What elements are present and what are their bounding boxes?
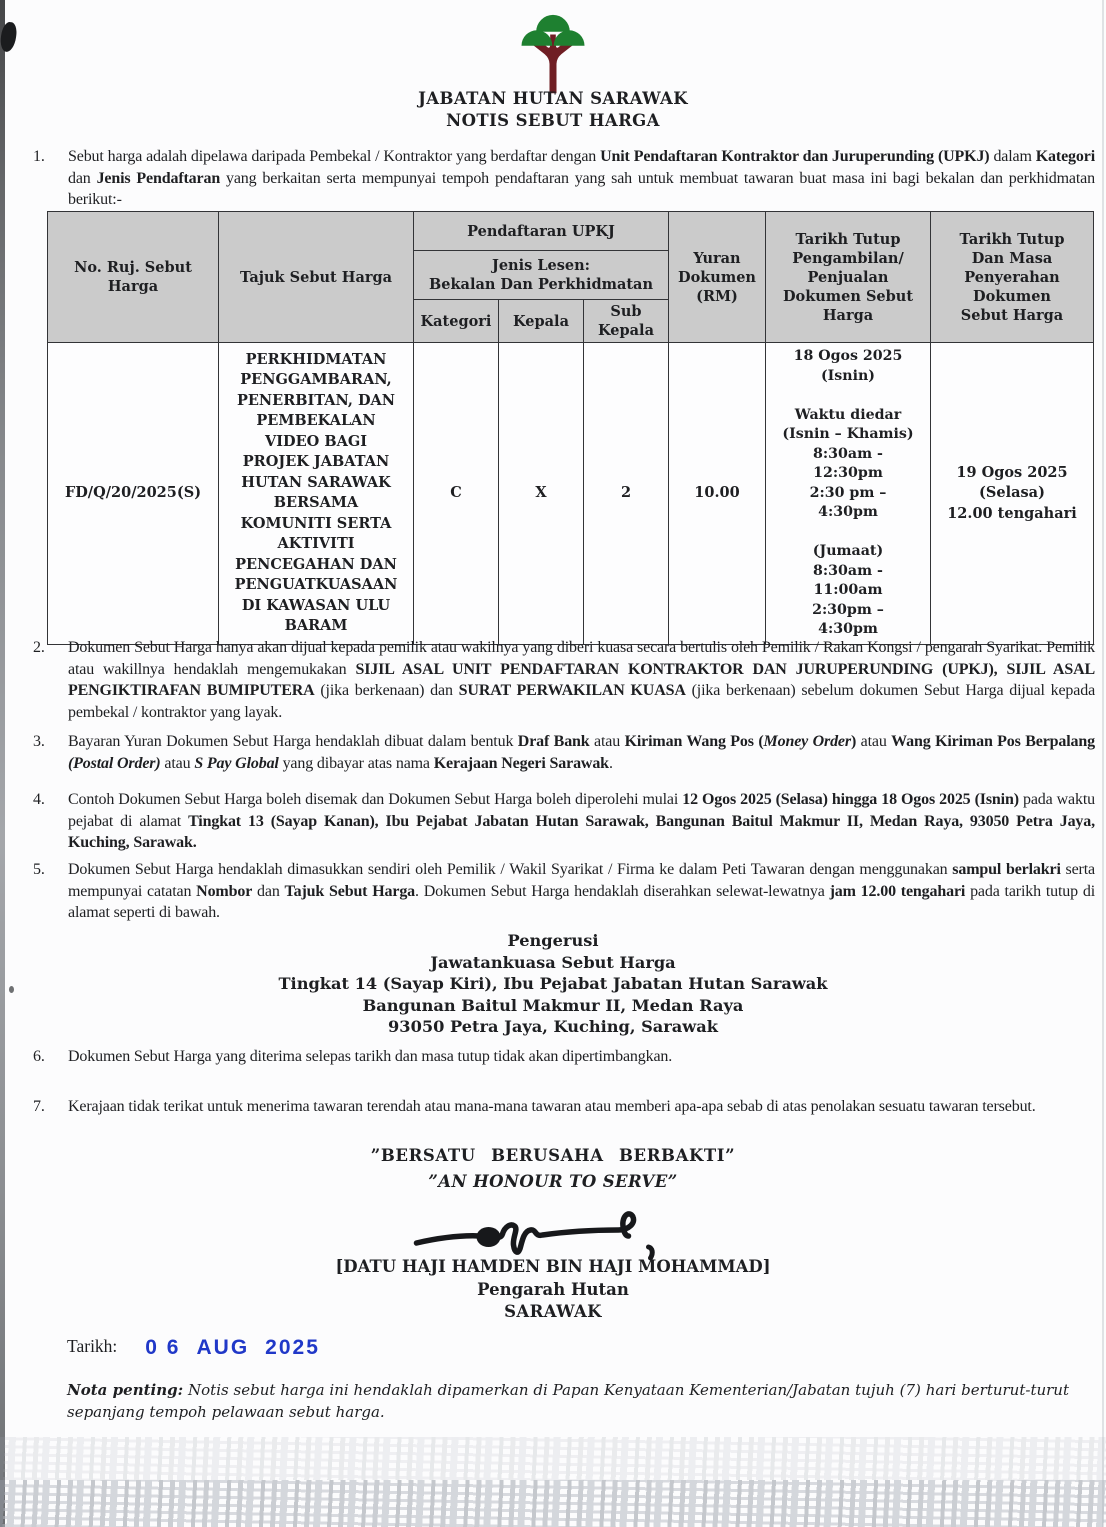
paragraph-7 xyxy=(33,1096,1095,1118)
header-title: Tajuk Sebut Harga xyxy=(219,212,414,343)
date-label: Tarikh: xyxy=(67,1336,118,1356)
cell-ref-no: FD/Q/20/2025(S) xyxy=(48,343,219,645)
date-stamp-day: 0 6 xyxy=(145,1336,181,1359)
paragraph-5-text: Dokumen Sebut Harga hendaklah dimasukkan sendiri oleh Pemilik / Wakil Syarikat / Firma ke dalam Peti Tawaran dengan menggunakan sampul berlakri serta mempunyai catatan Nombor dan Tajuk Sebut Harga. Dokumen Sebut Harga hendaklah diserahkan selewat-lewatnya jam 12.00 tengahari pada tarikh tutup di alamat seperti di bawah. xyxy=(68,861,1095,921)
paragraph-4 xyxy=(33,789,1095,854)
header-ref-no: No. Ruj. Sebut Harga xyxy=(48,212,219,343)
important-note: Nota penting: Notis sebut harga ini hendaklah dipamerkan di Papan Kenyataan Kementerian/Jabatan tujuh (7) hari berturut-turut sepanjang tempoh pelawaan sebut harga. xyxy=(67,1381,1069,1421)
header-closing-submission: Tarikh Tutup Dan Masa Penyerahan Dokumen Sebut Harga xyxy=(931,212,1094,343)
paragraph-2 xyxy=(33,637,1095,723)
paragraph-5 xyxy=(33,859,1095,924)
header-licence-type: Jenis Lesen: Bekalan Dan Perkhidmatan xyxy=(414,251,669,300)
cell-sub-kepala: 2 xyxy=(584,343,669,645)
paragraph-6-text: Dokumen Sebut Harga yang diterima selepas tarikh dan masa tutup tidak akan dipertimbangkan. xyxy=(68,1048,673,1065)
paragraph-3-text: Bayaran Yuran Dokumen Sebut Harga hendaklah dibuat dalam bentuk Draf Bank atau Kiriman Wang Pos (Money Order) atau Wang Kiriman Pos Berpalang (Postal Order) atau S Pay Global yang dibayar atas nama Kerajaan Negeri Sarawak. xyxy=(68,733,1095,772)
cell-closing-submission: 19 Ogos 2025 (Selasa) 12.00 tengahari xyxy=(931,343,1094,645)
header-sub-kepala: Sub Kepala xyxy=(584,300,669,343)
header-kepala: Kepala xyxy=(499,300,584,343)
cell-kategori: C xyxy=(414,343,499,645)
signatory-title: Pengarah Hutan xyxy=(477,1280,629,1299)
cell-kepala: X xyxy=(499,343,584,645)
paragraph-6 xyxy=(33,1046,1095,1068)
paragraph-4-text: Contoh Dokumen Sebut Harga boleh disemak dan Dokumen Sebut Harga boleh diperolehi mulai 12 Ogos 2025 (Selasa) hingga 18 Ogos 2025 (Isnin) pada waktu pejabat di alamat Tingkat 13 (Sayap Kanan), Ibu Pejabat Jabatan Hutan Sarawak, Bangunan Baitul Makmur II, Medan Raya, 93050 Petra Jaya, Kuching, Sarawak. xyxy=(68,791,1095,851)
motto-english: ”AN HONOUR TO SERVE” xyxy=(428,1172,678,1191)
paragraph-5-number: 5. xyxy=(33,861,45,878)
date-stamp xyxy=(145,1336,336,1360)
organization-title: JABATAN HUTAN SARAWAK xyxy=(418,89,688,108)
signatory-name: [DATU HAJI HAMDEN BIN HAJI MOHAMMAD] xyxy=(335,1257,771,1276)
header-kategori: Kategori xyxy=(414,300,499,343)
tree-icon xyxy=(518,10,588,94)
scan-artifact-grain-strong xyxy=(0,1480,1106,1527)
paragraph-3-number: 3. xyxy=(33,733,45,750)
paragraph-4-number: 4. xyxy=(33,791,45,808)
submission-address-block: Pengerusi Jawatankuasa Sebut Harga Tingkat 14 (Sayap Kiri), Ibu Pejabat Jabatan Hutan Sarawak Bangunan Baitul Makmur II, Medan Raya 93050 Petra Jaya, Kuching, Sarawak xyxy=(278,931,828,1036)
document-header xyxy=(0,88,1106,132)
forest-department-logo xyxy=(518,10,588,99)
paragraph-1-number: 1. xyxy=(33,148,45,165)
date-stamp-month: AUG xyxy=(196,1336,250,1359)
motto-malay: ”BERSATU BERUSAHA BERBAKTI” xyxy=(370,1146,736,1165)
paragraph-6-number: 6. xyxy=(33,1048,45,1065)
date-stamp-year: 2025 xyxy=(265,1336,320,1359)
paragraph-2-number: 2. xyxy=(33,639,45,656)
paragraph-7-text: Kerajaan tidak terikat untuk menerima tawaran terendah atau mana-mana tawaran atau memberi apa-apa sebab di atas penolakan sesuatu tawaran tersebut. xyxy=(68,1098,1036,1115)
paragraph-1 xyxy=(33,146,1095,211)
scan-artifact-grain-soft xyxy=(0,1437,1106,1480)
cell-title: PERKHIDMATAN PENGGAMBARAN, PENERBITAN, DAN PEMBEKALAN VIDEO BAGI PROJEK JABATAN HUTAN SARAWAK BERSAMA KOMUNITI SERTA AKTIVITI PENCEGAHAN DAN PENGUATKUASAAN DI KAWASAN ULU BARAM xyxy=(219,343,414,645)
notice-table xyxy=(47,211,1094,645)
signatory-org: SARAWAK xyxy=(504,1302,602,1321)
paragraph-1-text: Sebut harga adalah dipelawa daripada Pembekal / Kontraktor yang berdaftar dengan Unit Pendaftaran Kontraktor dan Juruperunding (UPKJ) dalam Kategori dan Jenis Pendaftaran yang berkaitan serta mempunyai tempoh pendaftaran yang sah untuk membuat tawaran buat masa ini bagi bekalan dan perkhidmatan berikut:- xyxy=(68,148,1095,208)
date-row xyxy=(67,1336,336,1360)
header-fee: Yuran Dokumen (RM) xyxy=(669,212,766,343)
paragraph-7-number: 7. xyxy=(33,1098,45,1115)
document-type-title: NOTIS SEBUT HARGA xyxy=(446,111,660,130)
header-upkj: Pendaftaran UPKJ xyxy=(414,212,669,251)
paragraph-3 xyxy=(33,731,1095,774)
header-closing-sale: Tarikh Tutup Pengambilan/ Penjualan Dokumen Sebut Harga xyxy=(766,212,931,343)
cell-closing-sale: 18 Ogos 2025 (Isnin) Waktu diedar (Isnin – Khamis) 8:30am - 12:30pm 2:30 pm – 4:30pm (Jumaat) 8:30am - 11:00am 2:30pm – 4:30pm xyxy=(766,343,931,645)
cell-fee: 10.00 xyxy=(669,343,766,645)
paragraph-2-text: Dokumen Sebut Harga hanya akan dijual kepada pemilik atau wakilnya yang diberi kuasa secara bertulis oleh Pemilik / Rakan Kongsi / pengarah Syarikat. Pemilik atau wakillnya hendaklah mengemukakan SIJIL ASAL UNIT PENDAFTARAN KONTRAKTOR DAN JURUPERUNDING (UPKJ), SIJIL ASAL PENGIKTIRAFAN BUMIPUTERA (jika berkenaan) dan SURAT PERWAKILAN KUASA (jika berkenaan) sebelum dokumen Sebut Harga dijual kepada pembekal / kontraktor yang layak. xyxy=(68,639,1096,721)
